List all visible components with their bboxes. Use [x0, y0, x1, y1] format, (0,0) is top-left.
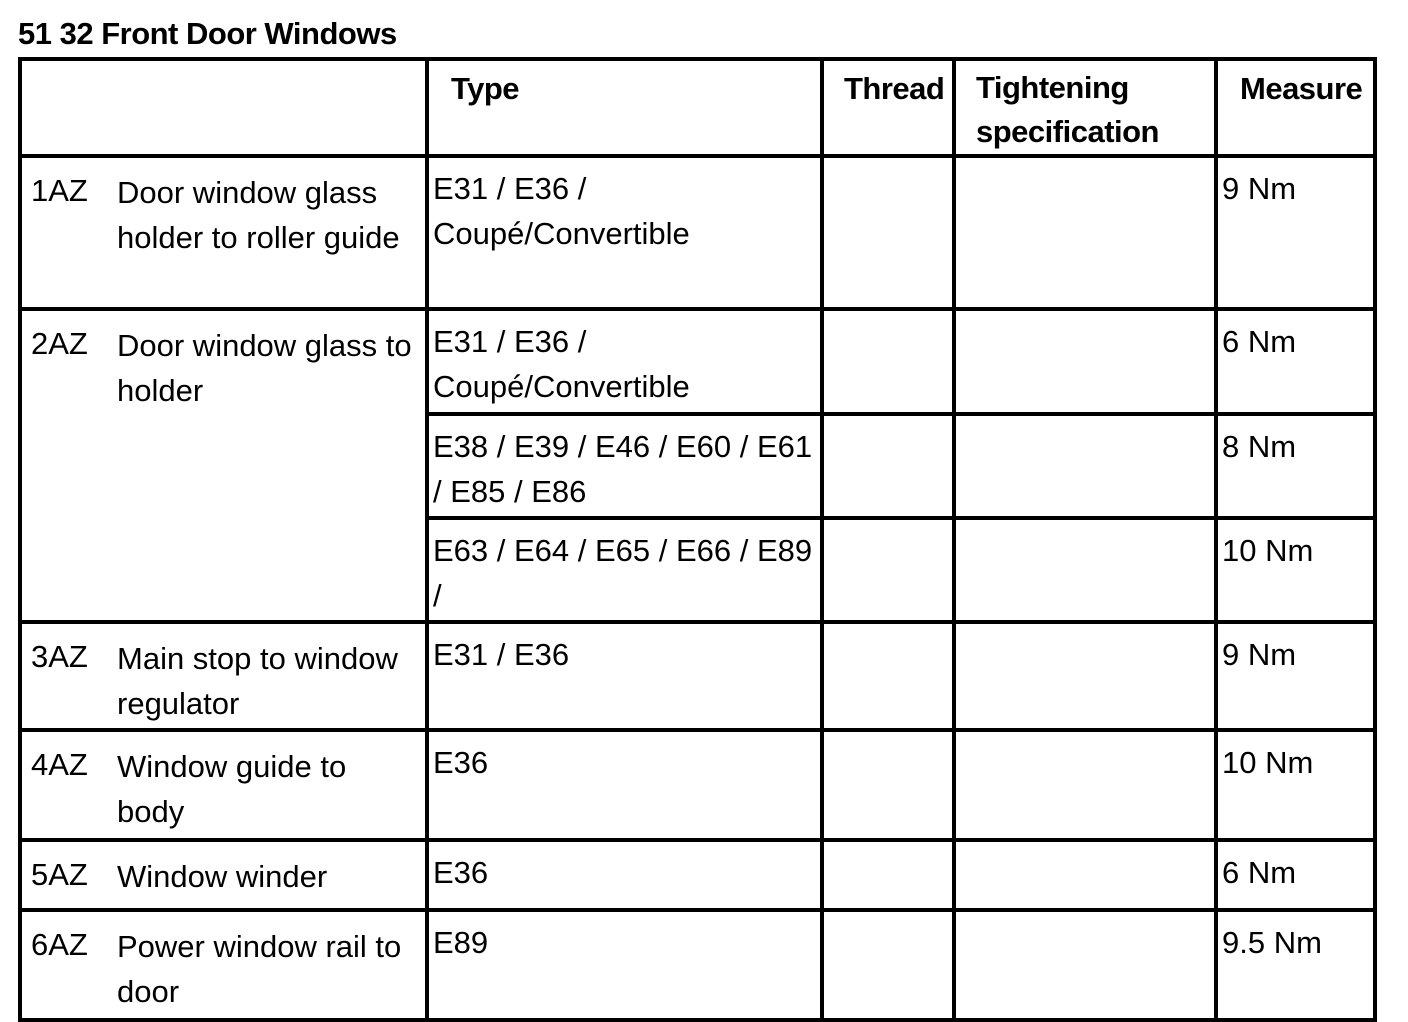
page-title: 51 32 Front Door Windows	[18, 16, 397, 51]
position-description: Power window rail to door	[117, 929, 402, 1009]
thread-cell	[822, 156, 954, 309]
torque-table	[18, 57, 1377, 1022]
thread-cell	[822, 840, 954, 910]
thread-cell	[822, 414, 954, 518]
tightening-cell	[954, 730, 1216, 840]
position-code: 4AZ	[31, 747, 88, 782]
measure-cell: 9 Nm	[1216, 622, 1375, 730]
position-code: 3AZ	[31, 639, 88, 674]
tightening-cell	[954, 840, 1216, 910]
tightening-cell	[954, 414, 1216, 518]
thread-cell	[822, 622, 954, 730]
measure-cell: 6 Nm	[1216, 840, 1375, 910]
type-cell: E31 / E36 / Coupé/Convertible	[427, 156, 822, 309]
thread-cell	[822, 518, 954, 622]
tightening-cell	[954, 622, 1216, 730]
thread-cell	[822, 910, 954, 1020]
position-description: Door window glass holder to roller guide	[117, 175, 400, 255]
measure-cell: 10 Nm	[1216, 518, 1375, 622]
table-row	[20, 156, 1375, 309]
tightening-cell	[954, 518, 1216, 622]
tightening-cell	[954, 910, 1216, 1020]
type-cell: E63 / E64 / E65 / E66 / E89 /	[427, 518, 822, 622]
position-description: Door window glass to holder	[117, 328, 412, 408]
measure-cell: 6 Nm	[1216, 309, 1375, 414]
position-cell	[20, 309, 427, 622]
type-cell: E36	[427, 840, 822, 910]
table-row	[20, 840, 1375, 910]
header-thread: Thread	[822, 59, 954, 156]
table-header-row	[20, 59, 1375, 156]
measure-cell: 10 Nm	[1216, 730, 1375, 840]
position-code: 6AZ	[31, 927, 88, 962]
thread-cell	[822, 309, 954, 414]
position-cell	[20, 622, 427, 730]
measure-cell: 8 Nm	[1216, 414, 1375, 518]
header-type: Type	[427, 59, 822, 156]
position-cell	[20, 840, 427, 910]
position-description: Window winder	[117, 859, 328, 894]
position-code: 2AZ	[31, 326, 88, 361]
type-cell: E31 / E36	[427, 622, 822, 730]
header-tightening-specification: Tightening specification	[954, 59, 1216, 156]
type-cell: E38 / E39 / E46 / E60 / E61 / E85 / E86	[427, 414, 822, 518]
position-cell	[20, 156, 427, 309]
thread-cell	[822, 730, 954, 840]
position-code: 5AZ	[31, 857, 88, 892]
table-row	[20, 910, 1375, 1020]
position-cell	[20, 730, 427, 840]
tightening-cell	[954, 309, 1216, 414]
position-cell	[20, 910, 427, 1020]
header-position	[20, 59, 427, 156]
tightening-cell	[954, 156, 1216, 309]
position-description: Main stop to window regulator	[117, 641, 398, 721]
measure-cell: 9 Nm	[1216, 156, 1375, 309]
table-row	[20, 730, 1375, 840]
measure-cell: 9.5 Nm	[1216, 910, 1375, 1020]
table-row	[20, 622, 1375, 730]
type-cell: E31 / E36 / Coupé/Convertible	[427, 309, 822, 414]
table-row	[20, 309, 1375, 414]
position-description: Window guide to body	[117, 749, 347, 829]
type-cell: E89	[427, 910, 822, 1020]
position-code: 1AZ	[31, 173, 88, 208]
type-cell: E36	[427, 730, 822, 840]
header-measure: Measure	[1216, 59, 1375, 156]
